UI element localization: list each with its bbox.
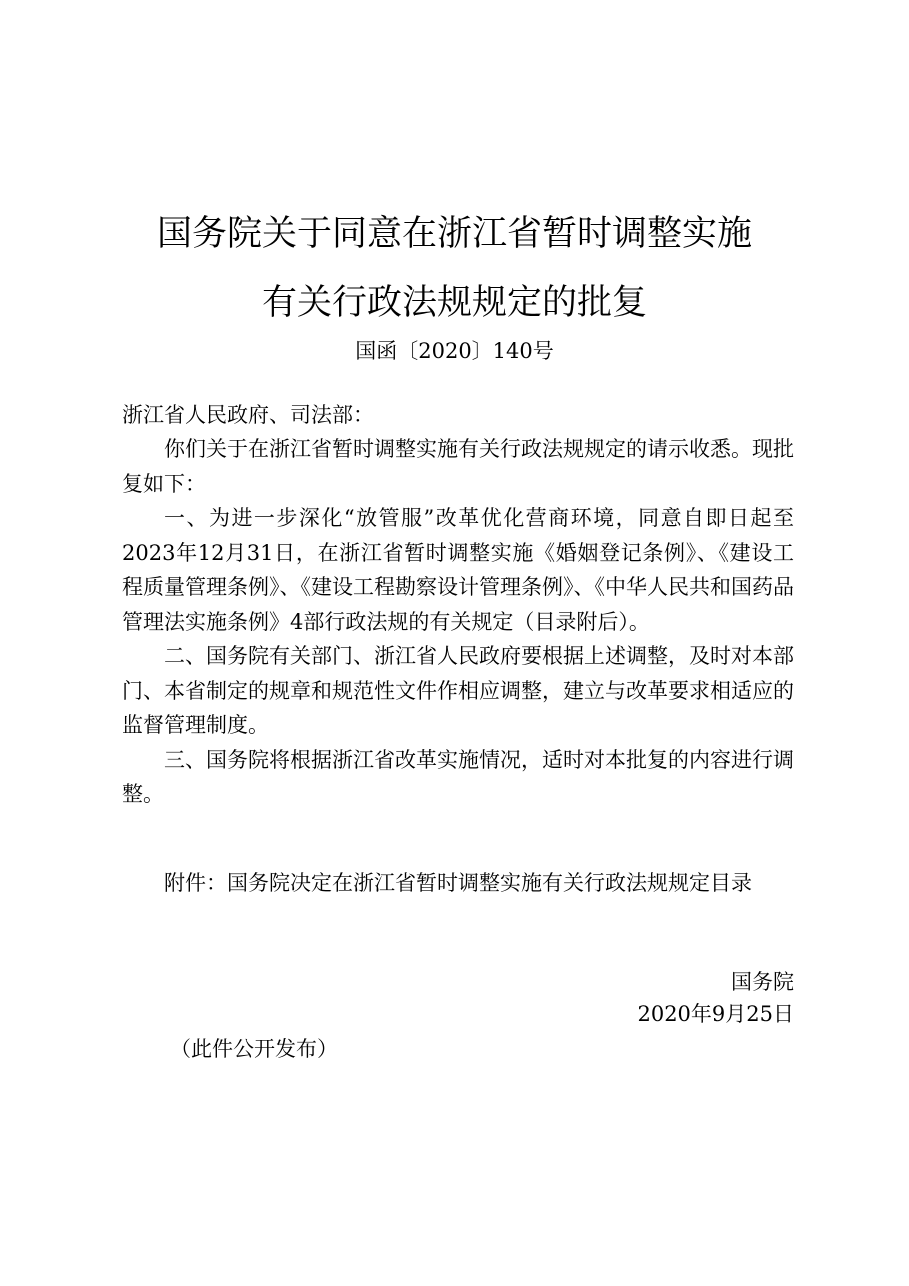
attachment-block bbox=[122, 866, 794, 901]
document-title-line-2: 有关行政法规规定的批复 bbox=[261, 283, 647, 323]
salutation-block bbox=[122, 398, 794, 433]
salutation: 浙江省人民政府、司法部： bbox=[122, 403, 374, 427]
signature-date: 2020年9月25日 bbox=[637, 1002, 794, 1026]
document-number: 国函〔2020〕140号 bbox=[355, 339, 554, 363]
document-body bbox=[122, 432, 794, 812]
paragraph-receipt: 你们关于在浙江省暂时调整实施有关行政法规规定的请示收悉。现批复如下： bbox=[122, 437, 794, 496]
paragraph-item-3: 三、国务院将根据浙江省改革实施情况，适时对本批复的内容进行调整。 bbox=[122, 747, 794, 806]
paragraph-item-2: 二、国务院有关部门、浙江省人民政府要根据上述调整，及时对本部门、本省制定的规章和规范性文件作相应调整，建立与改革要求相适应的监督管理制度。 bbox=[122, 644, 794, 737]
document-title-line-1: 国务院关于同意在浙江省暂时调整实施 bbox=[156, 214, 752, 254]
publish-note: （此件公开发布） bbox=[170, 1037, 338, 1061]
paragraph-item-1: 一、为进一步深化“放管服”改革优化营商环境，同意自即日起至2023年12月31日，在浙江省暂时调整实施《婚姻登记条例》、《建设工程质量管理条例》、《建设工程勘察设计管理条例》、《中华人民共和国药品管理法实施条例》4部行政法规的有关规定（目录附后）。 bbox=[122, 506, 794, 634]
attachment-note: 附件：国务院决定在浙江省暂时调整实施有关行政法规规定目录 bbox=[164, 871, 752, 895]
signature-organization: 国务院 bbox=[731, 970, 794, 994]
